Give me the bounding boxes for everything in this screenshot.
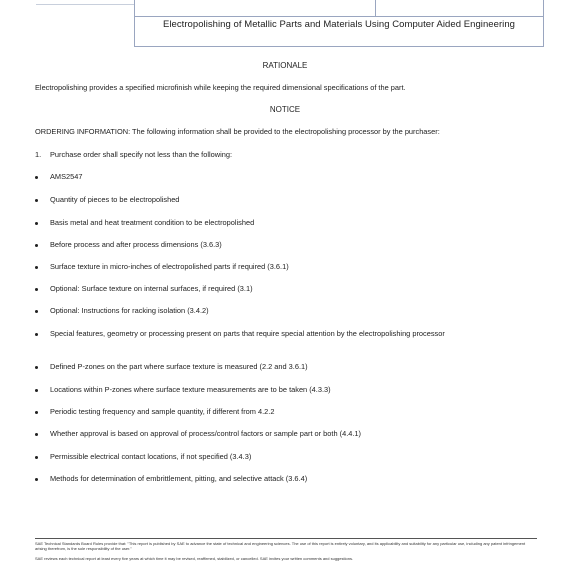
bullet-icon bbox=[35, 362, 47, 371]
bullet-icon bbox=[35, 429, 47, 438]
document-title: Electropolishing of Metallic Parts and Materials Using Computer Aided Engineering bbox=[162, 19, 516, 30]
footer-rule bbox=[35, 538, 537, 539]
list-item-text: AMS2547 bbox=[50, 172, 83, 181]
list-item-text: Defined P-zones on the part where surface texture is measured (2.2 and 3.6.1) bbox=[50, 362, 308, 371]
bullet-icon bbox=[35, 452, 47, 461]
list-item-text: Surface texture in micro-inches of electropolished parts if required (3.6.1) bbox=[50, 262, 289, 271]
header-top-row bbox=[135, 0, 543, 17]
footer-review-note: SAE reviews each technical report at least every five years at which time it may be revised, reaffirmed, stabilized, or cancelled. SAE invites your written comments and suggestions. bbox=[35, 556, 354, 561]
bullet-icon bbox=[35, 262, 47, 271]
bullet-icon bbox=[35, 385, 47, 394]
list-item-text: Special features, geometry or processing present on parts that require special attention by the electropolishing processor bbox=[50, 329, 445, 338]
list-item-text: Periodic testing frequency and sample quantity, if different from 4.2.2 bbox=[50, 407, 275, 416]
item-text: Purchase order shall specify not less than the following: bbox=[50, 150, 232, 159]
rationale-heading: RATIONALE bbox=[262, 61, 308, 70]
list-item-text: Locations within P-zones where surface texture measurements are to be taken (4.3.3) bbox=[50, 385, 331, 394]
ordering-information: ORDERING INFORMATION: The following information shall be provided to the electropolishing processor by the purchaser: bbox=[35, 127, 440, 136]
rationale-text: Electropolishing provides a specified microfinish while keeping the required dimensional specifications of the part. bbox=[35, 83, 406, 92]
bullet-icon bbox=[35, 240, 47, 249]
list-item-text: Quantity of pieces to be electropolished bbox=[50, 195, 180, 204]
bullet-icon bbox=[35, 284, 47, 293]
bullet-icon bbox=[35, 474, 47, 483]
list-item-text: Whether approval is based on approval of process/control factors or sample part or both (4.4.1) bbox=[50, 429, 361, 438]
bullet-icon bbox=[35, 218, 47, 227]
footer-disclaimer: SAE Technical Standards Board Rules provide that: "This report is published by SAE to advance the state of technical and engineering sciences. The use of this report is entirely voluntary, and its applicability and suitability for any particular use, including any patent infringement arising therefrom, is the sole responsibility of the user." bbox=[35, 541, 526, 551]
bullet-icon bbox=[35, 306, 47, 315]
list-item-text: Basis metal and heat treatment condition to be electropolished bbox=[50, 218, 255, 227]
list-item-text: Methods for determination of embrittlement, pitting, and selective attack (3.6.4) bbox=[50, 474, 308, 483]
bullet-icon bbox=[35, 195, 47, 204]
bullet-icon bbox=[35, 407, 47, 416]
list-item-text: Optional: Instructions for racking isolation (3.4.2) bbox=[50, 306, 209, 315]
header-rule-left bbox=[36, 0, 134, 5]
bullet-icon bbox=[35, 172, 47, 181]
item-number: 1. bbox=[35, 150, 42, 159]
header-divider bbox=[375, 0, 376, 16]
notice-heading: NOTICE bbox=[269, 105, 301, 114]
header-box bbox=[134, 0, 544, 47]
list-item-text: Optional: Surface texture on internal surfaces, if required (3.1) bbox=[50, 284, 253, 293]
bullet-icon bbox=[35, 329, 47, 338]
list-item-text: Before process and after process dimensions (3.6.3) bbox=[50, 240, 222, 249]
list-item-text: Permissible electrical contact locations, if not specified (3.4.3) bbox=[50, 452, 252, 461]
